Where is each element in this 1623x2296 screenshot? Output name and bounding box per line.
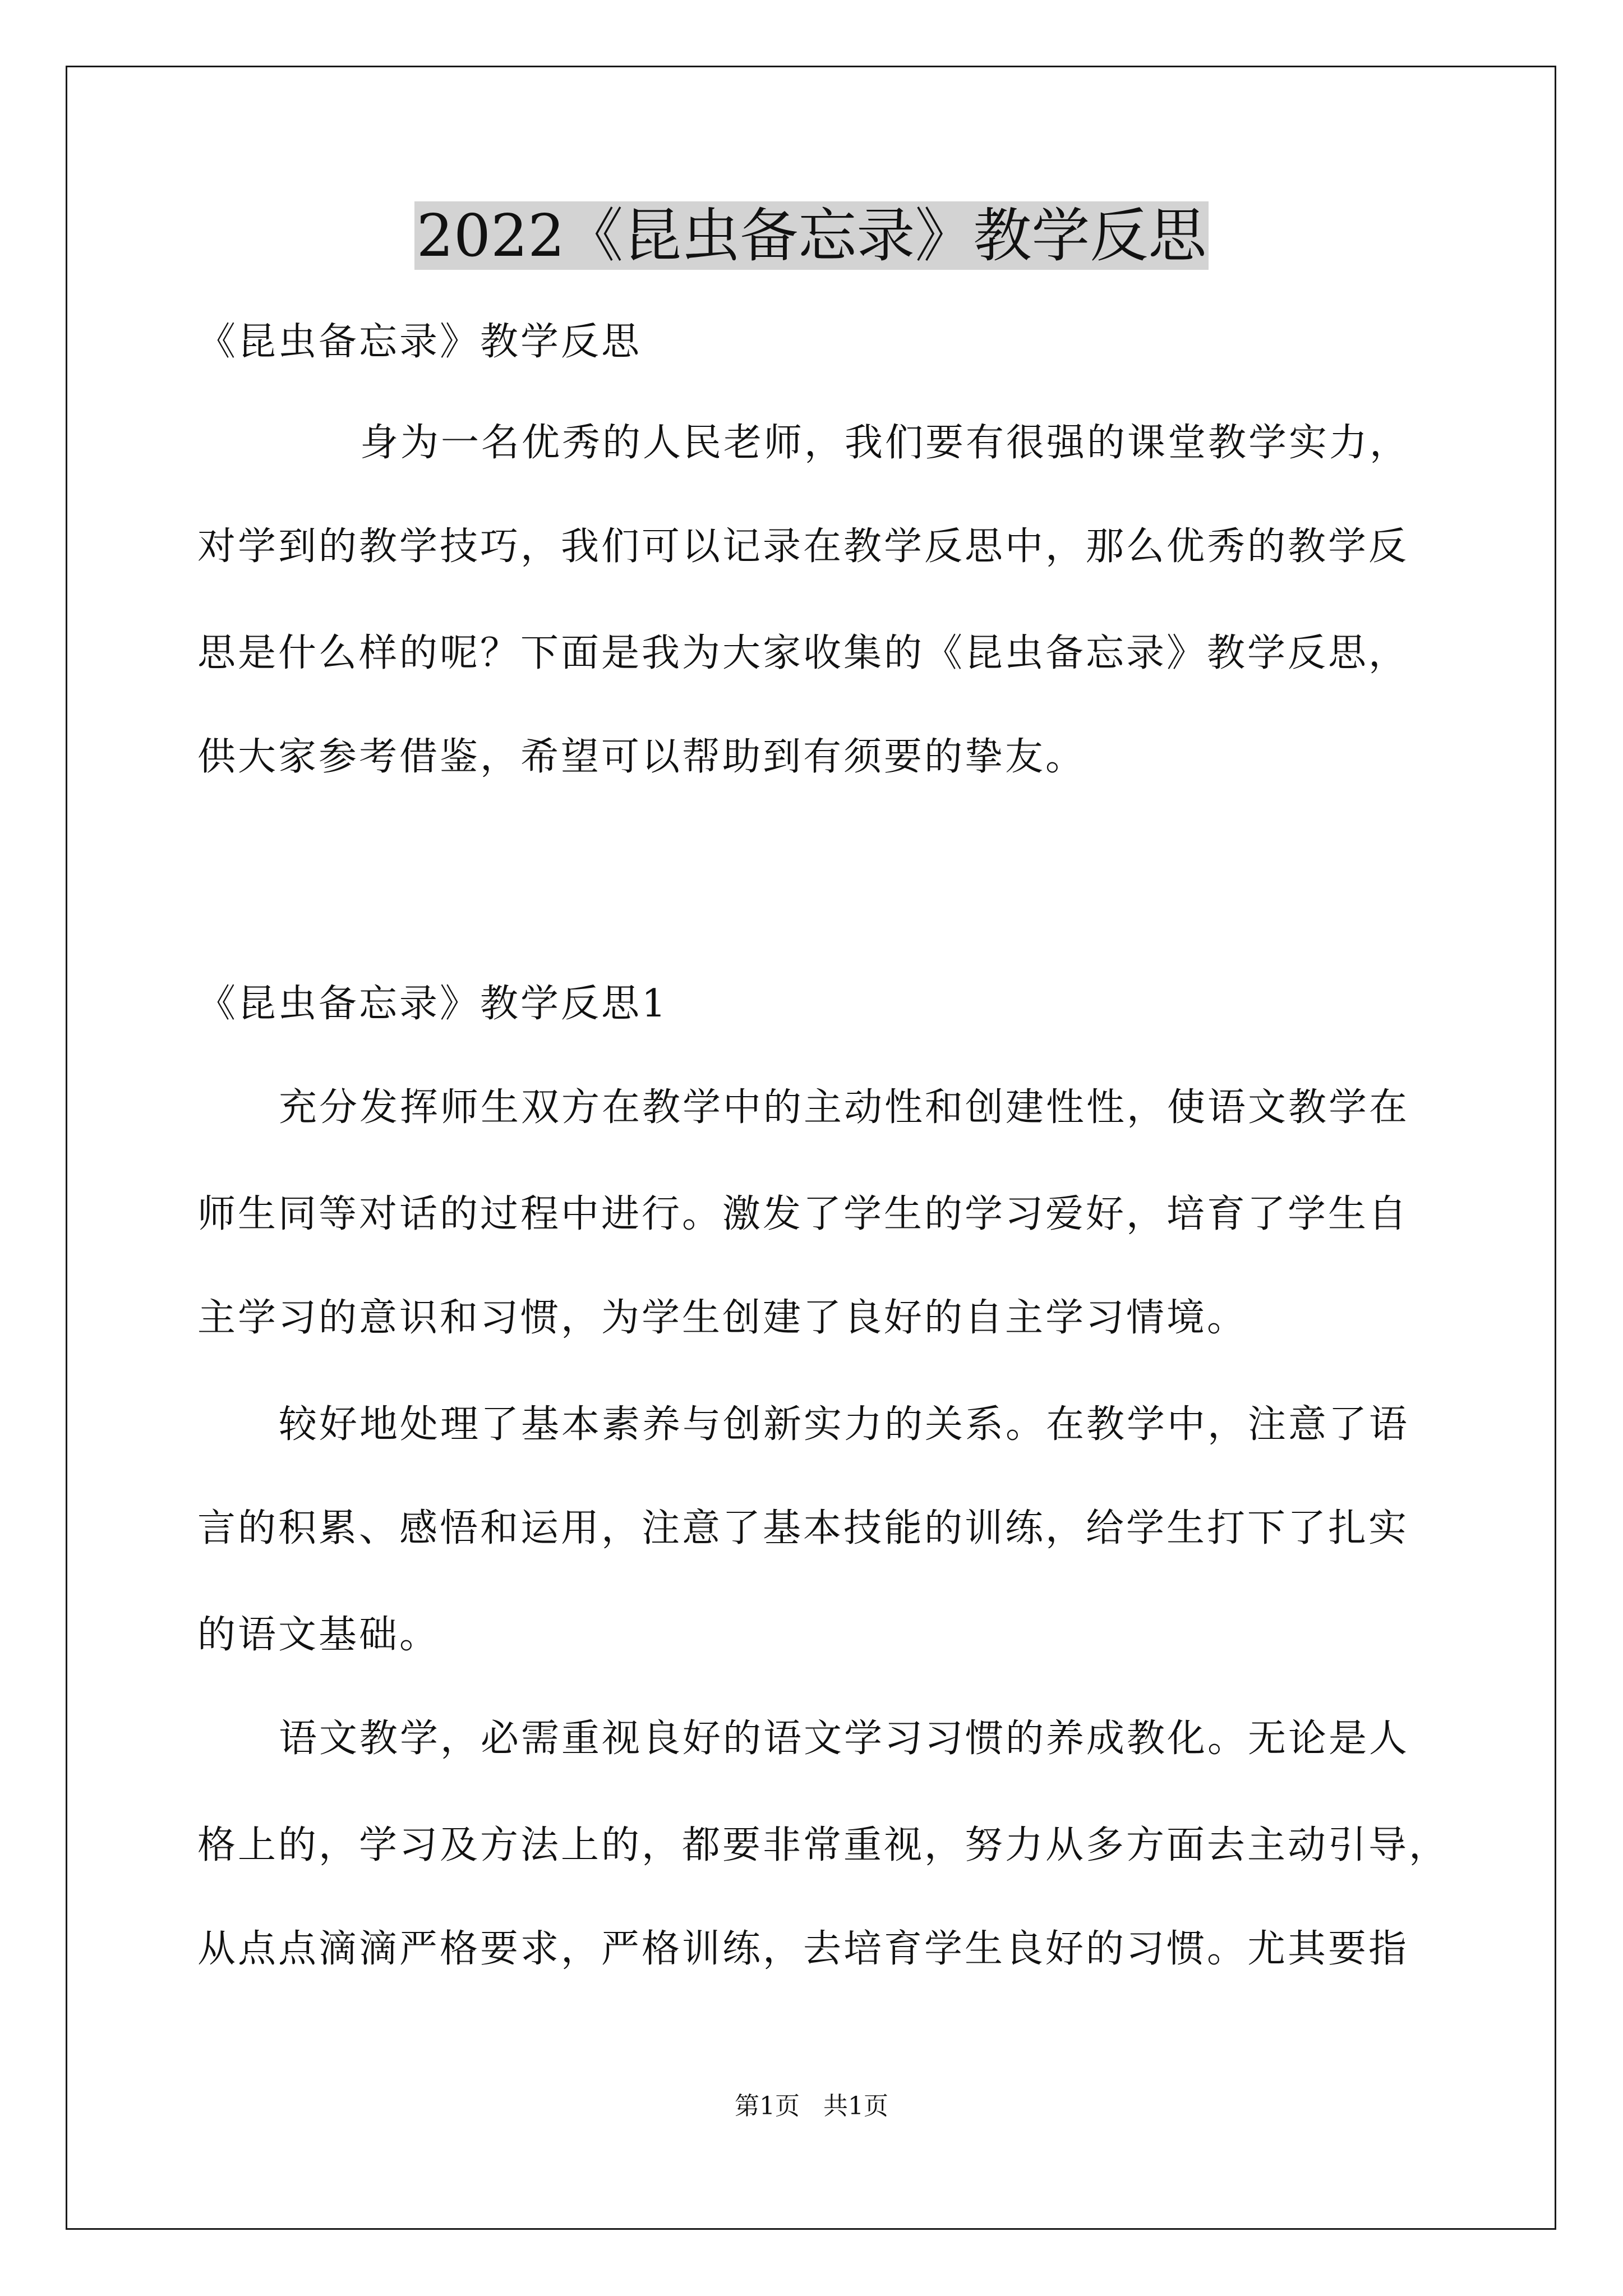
paragraph-line: 充分发挥师生双方在教学中的主动性和创建性性，使语文教学在: [279, 1085, 1410, 1130]
intro-line: 对学到的教学技巧，我们可以记录在教学反思中，那么优秀的教学反: [197, 524, 1409, 569]
paragraph-line: 格上的，学习及方法上的，都要非常重视，努力从多方面去主动引导，: [197, 1823, 1450, 1867]
paragraph-line: 主学习的意识和习惯，为学生创建了良好的自主学习情境。: [197, 1296, 1248, 1340]
paragraph-line: 师生同等对话的过程中进行。激发了学生的学习爱好，培育了学生自: [197, 1192, 1409, 1236]
document-title: [0, 194, 1623, 278]
intro-line: 供大家参考借鉴，希望可以帮助到有须要的挚友。: [197, 735, 1086, 779]
page-border: [66, 66, 1556, 2230]
paragraph-line: 较好地处理了基本素养与创新实力的关系。在教学中，注意了语: [279, 1402, 1410, 1447]
subtitle: 《昆虫备忘录》教学反思: [197, 320, 642, 364]
section-heading: 《昆虫备忘录》教学反思1: [197, 982, 668, 1026]
paragraph-line: 言的积累、感悟和运用，注意了基本技能的训练，给学生打下了扎实: [197, 1506, 1409, 1550]
intro-line: 身为一名优秀的人民老师，我们要有很强的课堂教学实力，: [360, 421, 1410, 465]
document-title-text: 2022《昆虫备忘录》教学反思: [414, 201, 1209, 270]
intro-line: 思是什么样的呢？下面是我为大家收集的《昆虫备忘录》教学反思，: [197, 631, 1409, 675]
paragraph-line: 从点点滴滴严格要求，严格训练，去培育学生良好的习惯。尤其要指: [197, 1927, 1409, 1971]
paragraph-line: 的语文基础。: [197, 1613, 440, 1657]
paragraph-line: 语文教学，必需重视良好的语文学习习惯的养成教化。无论是人: [279, 1717, 1410, 1761]
page-footer: 第1页 共1页: [735, 2092, 888, 2120]
